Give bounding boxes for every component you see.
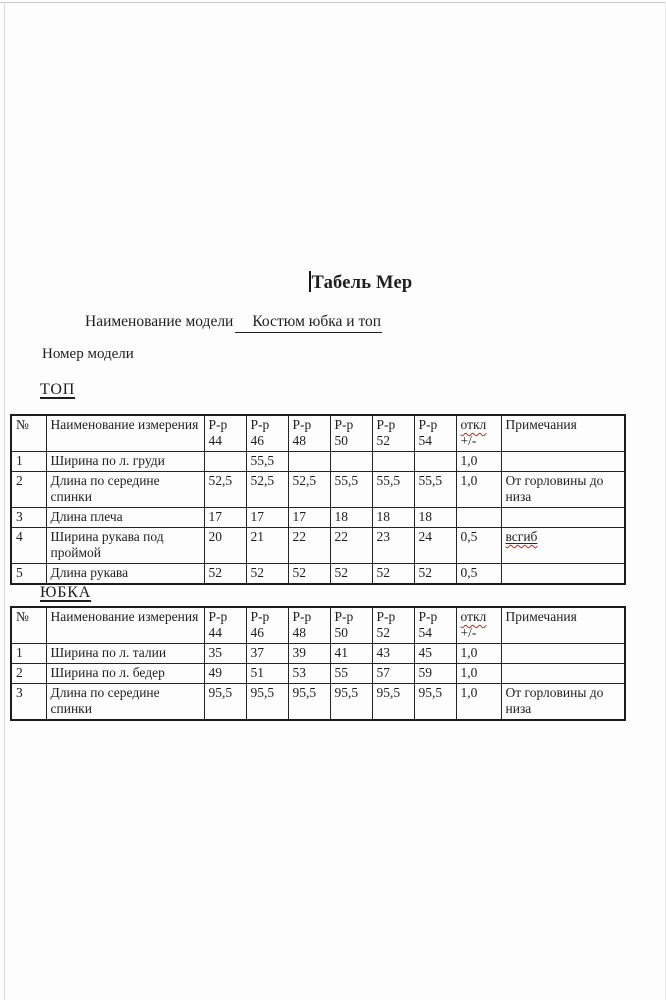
size-value-cell: 35 (204, 644, 246, 664)
deviation-column-header: откл +/- (456, 607, 501, 644)
deviation-value-cell (456, 508, 501, 528)
size-column-header: Р-р 44 (204, 607, 246, 644)
deviation-value-cell: 0,5 (456, 564, 501, 585)
row-number-cell: 2 (11, 664, 46, 684)
deviation-value-cell: 1,0 (456, 644, 501, 664)
name-column-header: Наименование измерения (46, 415, 204, 452)
table-header-row (11, 415, 625, 452)
measurement-name-cell: Ширина по л. груди (46, 452, 204, 472)
size-value-cell: 52,5 (246, 472, 288, 508)
size-column-header: Р-р 46 (246, 607, 288, 644)
deviation-value-cell: 1,0 (456, 664, 501, 684)
table-row (11, 452, 625, 472)
size-value-cell: 17 (246, 508, 288, 528)
row-number-cell: 4 (11, 528, 46, 564)
note-cell (501, 644, 625, 664)
measurement-name-cell: Ширина рукава под проймой (46, 528, 204, 564)
table-row (11, 564, 625, 585)
size-value-cell: 24 (414, 528, 456, 564)
measurement-table-top (10, 414, 626, 585)
size-column-header: Р-р 54 (414, 607, 456, 644)
size-value-cell: 95,5 (204, 684, 246, 721)
text-cursor (309, 271, 311, 292)
size-value-cell (372, 452, 414, 472)
table-row (11, 644, 625, 664)
row-number-cell: 3 (11, 508, 46, 528)
size-value-cell: 39 (288, 644, 330, 664)
note-cell: всгиб (501, 528, 625, 564)
measurement-table-skirt (10, 606, 626, 721)
size-column-header: Р-р 50 (330, 415, 372, 452)
measurement-name-cell: Длина рукава (46, 564, 204, 585)
document-title-row (309, 271, 412, 294)
model-number-label: Номер модели (42, 346, 134, 362)
size-value-cell: 55,5 (330, 472, 372, 508)
size-value-cell: 95,5 (414, 684, 456, 721)
measurement-name-cell: Ширина по л. талии (46, 644, 204, 664)
size-value-cell: 55,5 (372, 472, 414, 508)
table-row (11, 472, 625, 508)
table-row (11, 528, 625, 564)
row-number-cell: 3 (11, 684, 46, 721)
size-value-cell: 52 (414, 564, 456, 585)
size-value-cell: 95,5 (372, 684, 414, 721)
size-column-header: Р-р 52 (372, 607, 414, 644)
size-column-header: Р-р 52 (372, 415, 414, 452)
size-table (10, 414, 626, 585)
size-column-header: Р-р 48 (288, 607, 330, 644)
size-value-cell: 52,5 (288, 472, 330, 508)
size-value-cell: 52 (372, 564, 414, 585)
size-value-cell: 37 (246, 644, 288, 664)
deviation-value-cell: 1,0 (456, 452, 501, 472)
size-value-cell: 22 (288, 528, 330, 564)
name-column-header: Наименование измерения (46, 607, 204, 644)
size-value-cell: 57 (372, 664, 414, 684)
table-row (11, 508, 625, 528)
size-value-cell: 51 (246, 664, 288, 684)
model-name-label: Наименование модели (85, 313, 234, 330)
row-number-cell: 5 (11, 564, 46, 585)
size-value-cell (414, 452, 456, 472)
size-column-header: Р-р 44 (204, 415, 246, 452)
photo-edge-top (0, 2, 666, 3)
model-name-line (85, 313, 382, 333)
notes-column-header: Примечания (501, 415, 625, 452)
note-cell (501, 664, 625, 684)
size-value-cell: 21 (246, 528, 288, 564)
size-value-cell: 18 (414, 508, 456, 528)
size-value-cell: 18 (330, 508, 372, 528)
size-value-cell (204, 452, 246, 472)
table-row (11, 664, 625, 684)
document-title: Табель Мер (311, 273, 413, 293)
size-value-cell: 95,5 (246, 684, 288, 721)
size-value-cell: 55,5 (414, 472, 456, 508)
row-number-cell: 2 (11, 472, 46, 508)
size-value-cell: 59 (414, 664, 456, 684)
size-column-header: Р-р 48 (288, 415, 330, 452)
model-name-value: Костюм юбка и топ (235, 313, 382, 333)
size-value-cell: 55,5 (246, 452, 288, 472)
size-value-cell: 45 (414, 644, 456, 664)
measurement-name-cell: Длина по середине спинки (46, 472, 204, 508)
section-heading-skirt: ЮБКА (40, 584, 92, 601)
size-value-cell (288, 452, 330, 472)
num-column-header: № (11, 607, 46, 644)
photo-edge-left (4, 2, 5, 1000)
size-value-cell: 95,5 (288, 684, 330, 721)
size-value-cell (330, 452, 372, 472)
size-value-cell: 41 (330, 644, 372, 664)
note-cell: От горловины до низа (501, 684, 625, 721)
measurement-name-cell: Длина по середине спинки (46, 684, 204, 721)
size-value-cell: 17 (204, 508, 246, 528)
size-value-cell: 20 (204, 528, 246, 564)
size-value-cell: 52,5 (204, 472, 246, 508)
size-value-cell: 55 (330, 664, 372, 684)
size-value-cell: 22 (330, 528, 372, 564)
note-cell (501, 564, 625, 585)
deviation-value-cell: 0,5 (456, 528, 501, 564)
table-header-row (11, 607, 625, 644)
size-value-cell: 52 (246, 564, 288, 585)
size-value-cell: 23 (372, 528, 414, 564)
row-number-cell: 1 (11, 452, 46, 472)
size-value-cell: 52 (330, 564, 372, 585)
notes-column-header: Примечания (501, 607, 625, 644)
row-number-cell: 1 (11, 644, 46, 664)
size-value-cell: 18 (372, 508, 414, 528)
size-value-cell: 95,5 (330, 684, 372, 721)
size-column-header: Р-р 46 (246, 415, 288, 452)
deviation-value-cell: 1,0 (456, 684, 501, 721)
note-cell (501, 452, 625, 472)
size-value-cell: 17 (288, 508, 330, 528)
measurement-name-cell: Ширина по л. бедер (46, 664, 204, 684)
size-column-header: Р-р 54 (414, 415, 456, 452)
size-value-cell: 52 (288, 564, 330, 585)
section-heading-top: ТОП (40, 381, 76, 398)
size-value-cell: 52 (204, 564, 246, 585)
size-value-cell: 43 (372, 644, 414, 664)
num-column-header: № (11, 415, 46, 452)
table-row (11, 684, 625, 721)
deviation-column-header: откл +/- (456, 415, 501, 452)
size-value-cell: 53 (288, 664, 330, 684)
note-cell (501, 508, 625, 528)
deviation-value-cell: 1,0 (456, 472, 501, 508)
note-cell: От горловины до низа (501, 472, 625, 508)
size-column-header: Р-р 50 (330, 607, 372, 644)
size-value-cell: 49 (204, 664, 246, 684)
size-table (10, 606, 626, 721)
measurement-name-cell: Длина плеча (46, 508, 204, 528)
